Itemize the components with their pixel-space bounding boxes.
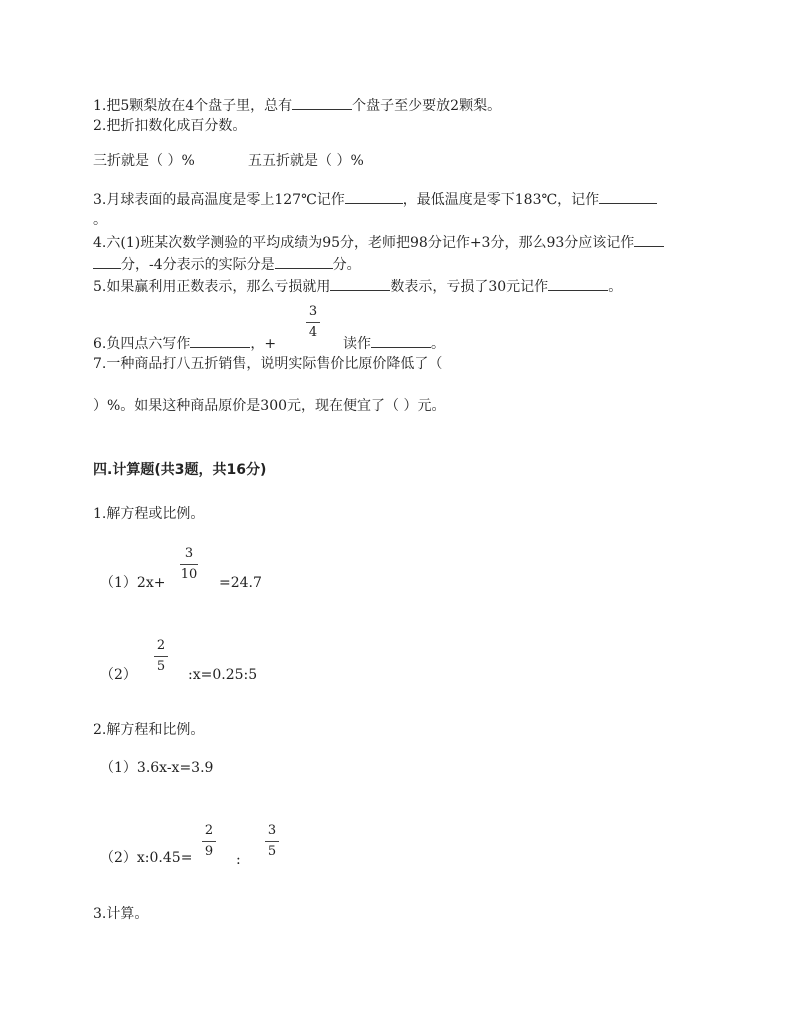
question-7: 7.一种商品打八五折销售，说明实际售价比原价降低了（ [93, 356, 443, 372]
q5-text: 5.如果赢利用正数表示，那么亏损就用 [93, 279, 331, 295]
q6-blank-1[interactable] [190, 333, 250, 348]
q5-blank-1[interactable] [330, 276, 390, 291]
frac-bar [306, 322, 320, 323]
p2b-frac1-den: 9 [204, 844, 214, 859]
q5-text-mid: 数表示，亏损了30元记作 [390, 279, 549, 295]
problem-1b-fraction [154, 638, 168, 675]
problem-1a-rest: =24.7 [219, 575, 262, 591]
q5-text-end: 。 [608, 279, 623, 295]
problem-2a: （1）3.6x-x=3.9 [100, 760, 214, 776]
q1-text-after: 个盘子至少要放2颗梨。 [352, 98, 502, 114]
q4-blank-1-cont[interactable] [93, 254, 121, 269]
problem-1b-rest: :x=0.25:5 [188, 667, 258, 683]
p2b-frac1-num: 2 [204, 823, 214, 838]
problem-2b-fraction-1 [202, 823, 216, 860]
problem-2-title: 2.解方程和比例。 [93, 722, 205, 738]
problem-1a-label: （1）2x+ [100, 575, 166, 591]
q4-blank-2[interactable] [275, 254, 333, 269]
q4-text-mid: 分，-4分表示的实际分是 [121, 257, 275, 273]
question-3 [93, 189, 657, 209]
q3-end: 。 [93, 212, 107, 228]
q6-text: 6.负四点六写作 [93, 336, 191, 352]
p1b-frac-num: 2 [156, 638, 166, 653]
problem-2b-colon: : [236, 852, 241, 868]
p1b-frac-den: 5 [156, 659, 166, 674]
problem-3-title: 3.计算。 [93, 906, 149, 922]
problem-2b-label: （2）x:0.45= [100, 850, 193, 866]
q6-read [343, 333, 445, 353]
problem-1b-label: （2） [100, 667, 137, 683]
question-7-line2: ）%。如果这种商品原价是300元，现在便宜了（ ）元。 [93, 398, 446, 414]
q4-blank-1[interactable] [634, 232, 664, 247]
p1a-frac-num: 3 [184, 546, 194, 561]
frac-bar [202, 841, 216, 842]
q3-text-mid: ，最低温度是零下183℃，记作 [402, 192, 600, 208]
question-6 [93, 333, 276, 353]
q6-frac-den: 4 [308, 325, 318, 340]
problem-1a-fraction [180, 546, 198, 583]
q5-blank-2[interactable] [548, 276, 608, 291]
q6-end: 。 [431, 336, 445, 352]
frac-bar [265, 841, 279, 842]
q6-plus: ，+ [250, 336, 277, 352]
question-2-part-a: 三折就是（ ）% [93, 153, 195, 169]
question-5 [93, 276, 622, 296]
q3-text: 3.月球表面的最高温度是零上127℃记作 [93, 192, 345, 208]
question-4 [93, 232, 664, 252]
question-4-line2 [93, 254, 361, 274]
problem-1-title: 1.解方程或比例。 [93, 506, 205, 522]
frac-bar [154, 656, 168, 657]
p2b-frac2-den: 5 [267, 844, 277, 859]
q6-frac-num: 3 [308, 304, 318, 319]
p1a-frac-den: 10 [180, 567, 198, 582]
question-2: 2.把折扣数化成百分数。 [93, 118, 247, 134]
q3-blank-2[interactable] [599, 189, 657, 204]
q6-read-label: 读作 [343, 336, 371, 352]
question-2-part-b: 五五折就是（ ）% [248, 153, 364, 169]
section-heading: 四.计算题(共3题，共16分) [93, 462, 267, 478]
q1-text: 1.把5颗梨放在4个盘子里，总有 [93, 98, 293, 114]
q4-text-end: 分。 [332, 257, 361, 273]
q6-blank-2[interactable] [371, 333, 431, 348]
p2b-frac2-num: 3 [267, 823, 277, 838]
problem-2b-fraction-2 [265, 823, 279, 860]
q6-fraction [306, 304, 320, 341]
frac-bar [180, 564, 198, 565]
q4-text: 4.六(1)班某次数学测验的平均成绩为95分，老师把98分记作+3分，那么93分应该记作 [93, 235, 635, 251]
q3-blank-1[interactable] [345, 189, 403, 204]
q1-blank[interactable] [292, 95, 352, 110]
question-1 [93, 95, 501, 115]
